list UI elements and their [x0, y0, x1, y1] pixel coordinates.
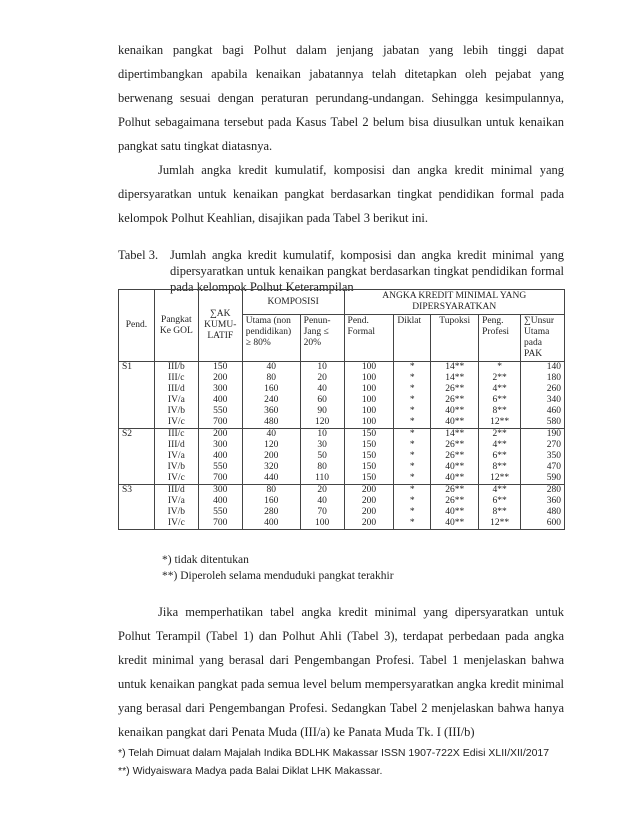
cell-diklat: * [394, 485, 431, 497]
cell-pend: S3 [119, 485, 155, 497]
cell-pend: S1 [119, 362, 155, 374]
table-caption-label: Tabel 3. [118, 248, 159, 262]
cell-pend [119, 395, 155, 406]
cell-tupoksi: 26** [431, 451, 479, 462]
cell-unsur: 460 [521, 406, 565, 417]
cell-diklat: * [394, 507, 431, 518]
cell-tupoksi: 14** [431, 373, 479, 384]
cell-formal: 100 [344, 384, 394, 395]
table-caption [118, 247, 564, 295]
cell-penunjang: 70 [300, 507, 344, 518]
cell-tupoksi: 14** [431, 362, 479, 374]
cell-penunjang: 30 [300, 440, 344, 451]
cell-unsur: 350 [521, 451, 565, 462]
cell-pend [119, 473, 155, 485]
table-row [119, 395, 565, 406]
cell-gol: III/d [154, 485, 198, 497]
cell-ak: 400 [198, 496, 242, 507]
cell-profesi: 2** [479, 373, 521, 384]
footnote-author: **) Widyaiswara Madya pada Balai Diklat LHK Makassar. [118, 765, 383, 777]
cell-tupoksi: 26** [431, 384, 479, 395]
table-row [119, 362, 565, 374]
cell-ak: 550 [198, 462, 242, 473]
header-pend-formal: Pend. Formal [344, 315, 394, 362]
cell-gol: IV/b [154, 507, 198, 518]
cell-tupoksi: 26** [431, 440, 479, 451]
cell-gol: IV/a [154, 395, 198, 406]
header-ak-kumulatif: ∑AK KUMU-LATIF [198, 290, 242, 362]
table-note-diperoleh: **) Diperoleh selama menduduki pangkat terakhir [162, 570, 394, 582]
cell-penunjang: 10 [300, 429, 344, 441]
cell-diklat: * [394, 462, 431, 473]
table-row [119, 440, 565, 451]
header-tupoksi: Tupoksi [431, 315, 479, 362]
cell-penunjang: 40 [300, 384, 344, 395]
cell-tupoksi: 26** [431, 485, 479, 497]
cell-profesi: 12** [479, 473, 521, 485]
cell-formal: 150 [344, 462, 394, 473]
header-pangkat: Pangkat Ke GOL [154, 290, 198, 362]
cell-formal: 150 [344, 429, 394, 441]
cell-formal: 100 [344, 362, 394, 374]
cell-pend [119, 462, 155, 473]
cell-formal: 150 [344, 473, 394, 485]
cell-penunjang: 90 [300, 406, 344, 417]
cell-penunjang: 110 [300, 473, 344, 485]
cell-diklat: * [394, 417, 431, 429]
cell-unsur: 590 [521, 473, 565, 485]
cell-pend [119, 507, 155, 518]
table-row [119, 496, 565, 507]
cell-tupoksi: 40** [431, 473, 479, 485]
cell-penunjang: 60 [300, 395, 344, 406]
cell-diklat: * [394, 440, 431, 451]
table-row [119, 417, 565, 429]
cell-diklat: * [394, 362, 431, 374]
table-row [119, 406, 565, 417]
table-row [119, 462, 565, 473]
cell-gol: IV/b [154, 462, 198, 473]
cell-unsur: 480 [521, 507, 565, 518]
cell-ak: 400 [198, 395, 242, 406]
cell-profesi: * [479, 362, 521, 374]
cell-utama: 40 [242, 429, 300, 441]
cell-pend [119, 406, 155, 417]
cell-gol: IV/b [154, 406, 198, 417]
cell-diklat: * [394, 395, 431, 406]
cell-pend [119, 417, 155, 429]
cell-gol: III/d [154, 384, 198, 395]
paragraph-tabel-3-intro: Jumlah angka kredit kumulatif, komposisi dan angka kredit minimal yang dipersyaratkan untuk kenaikan pangkat berdasarkan tingkat pendidikan formal pada kelompok Polhut Keahlian, disajikan pada Tabel 3 berikut ini. [118, 163, 564, 225]
cell-penunjang: 120 [300, 417, 344, 429]
cell-unsur: 340 [521, 395, 565, 406]
cell-pend [119, 384, 155, 395]
cell-utama: 40 [242, 362, 300, 374]
cell-pend [119, 518, 155, 530]
cell-diklat: * [394, 406, 431, 417]
cell-tupoksi: 26** [431, 395, 479, 406]
cell-utama: 160 [242, 496, 300, 507]
cell-ak: 300 [198, 485, 242, 497]
cell-utama: 360 [242, 406, 300, 417]
cell-formal: 200 [344, 496, 394, 507]
cell-tupoksi: 40** [431, 417, 479, 429]
cell-formal: 150 [344, 451, 394, 462]
cell-penunjang: 50 [300, 451, 344, 462]
cell-gol: IV/c [154, 417, 198, 429]
footnote-publication: *) Telah Dimuat dalam Majalah Indika BDLHK Makassar ISSN 1907-722X Edisi XLII/XII/2017 [118, 747, 550, 759]
cell-penunjang: 100 [300, 518, 344, 530]
cell-diklat: * [394, 384, 431, 395]
cell-penunjang: 80 [300, 462, 344, 473]
cell-utama: 240 [242, 395, 300, 406]
table-row [119, 451, 565, 462]
header-utama: Utama (non pendidikan) ≥ 80% [242, 315, 300, 362]
cell-penunjang: 40 [300, 496, 344, 507]
cell-formal: 100 [344, 417, 394, 429]
cell-gol: IV/c [154, 518, 198, 530]
cell-profesi: 8** [479, 462, 521, 473]
paragraph-comparison: Jika memperhatikan tabel angka kredit minimal yang dipersyaratkan untuk Polhut Terampil (Tabel 1) dan Polhut Ahli (Tabel 3), terdapat perbedaan pada angka kredit minimal yang berasal dari Pengembangan Profesi. Tabel 1 menjelaskan bahwa untuk kenaikan pangkat pada semua level belum mempersyaratkan angka kredit minimal yang berasal dari Pengembangan Profesi. Sedangkan Tabel 2 menjelaskan bahwa hanya kenaikan pangkat dari Penata Muda (III/a) ke Panata Muda Tk. I (III/b) [118, 605, 564, 739]
header-penunjang: Penun-Jang ≤ 20% [300, 315, 344, 362]
cell-utama: 440 [242, 473, 300, 485]
cell-ak: 700 [198, 518, 242, 530]
cell-tupoksi: 40** [431, 518, 479, 530]
cell-ak: 150 [198, 362, 242, 374]
cell-profesi: 4** [479, 384, 521, 395]
header-pend: Pend. [119, 290, 155, 362]
cell-pend [119, 440, 155, 451]
cell-pend [119, 496, 155, 507]
cell-formal: 200 [344, 485, 394, 497]
cell-pend: S2 [119, 429, 155, 441]
table-row [119, 485, 565, 497]
cell-tupoksi: 40** [431, 406, 479, 417]
cell-profesi: 6** [479, 496, 521, 507]
cell-profesi: 12** [479, 518, 521, 530]
angka-kredit-table [118, 289, 565, 530]
cell-tupoksi: 26** [431, 496, 479, 507]
cell-unsur: 280 [521, 485, 565, 497]
cell-gol: III/c [154, 373, 198, 384]
cell-profesi: 12** [479, 417, 521, 429]
table-row [119, 384, 565, 395]
cell-unsur: 600 [521, 518, 565, 530]
cell-diklat: * [394, 518, 431, 530]
table-row [119, 373, 565, 384]
cell-tupoksi: 40** [431, 462, 479, 473]
cell-gol: III/b [154, 362, 198, 374]
cell-ak: 300 [198, 384, 242, 395]
cell-formal: 200 [344, 518, 394, 530]
cell-utama: 280 [242, 507, 300, 518]
header-unsur-utama: ∑Unsur Utama pada PAK [521, 315, 565, 362]
cell-diklat: * [394, 429, 431, 441]
cell-unsur: 360 [521, 496, 565, 507]
cell-penunjang: 20 [300, 373, 344, 384]
cell-profesi: 4** [479, 485, 521, 497]
cell-diklat: * [394, 373, 431, 384]
cell-formal: 100 [344, 373, 394, 384]
cell-profesi: 6** [479, 451, 521, 462]
cell-penunjang: 10 [300, 362, 344, 374]
cell-formal: 200 [344, 507, 394, 518]
cell-gol: IV/c [154, 473, 198, 485]
cell-utama: 200 [242, 451, 300, 462]
cell-ak: 550 [198, 507, 242, 518]
cell-profesi: 6** [479, 395, 521, 406]
table-caption-text: Jumlah angka kredit kumulatif, komposisi dan angka kredit minimal yang dipersyaratkan untuk kenaikan pangkat berdasarkan tingkat pendidikan formal pada kelompok Polhut Keterampilan [170, 248, 564, 294]
cell-ak: 300 [198, 440, 242, 451]
cell-utama: 120 [242, 440, 300, 451]
table-row [119, 518, 565, 530]
cell-utama: 80 [242, 373, 300, 384]
cell-penunjang: 20 [300, 485, 344, 497]
cell-tupoksi: 14** [431, 429, 479, 441]
cell-diklat: * [394, 496, 431, 507]
cell-unsur: 260 [521, 384, 565, 395]
cell-ak: 550 [198, 406, 242, 417]
cell-unsur: 190 [521, 429, 565, 441]
cell-utama: 320 [242, 462, 300, 473]
cell-gol: IV/a [154, 496, 198, 507]
table-row [119, 507, 565, 518]
cell-formal: 100 [344, 406, 394, 417]
cell-profesi: 8** [479, 507, 521, 518]
cell-profesi: 8** [479, 406, 521, 417]
cell-gol: III/d [154, 440, 198, 451]
cell-utama: 80 [242, 485, 300, 497]
cell-pend [119, 373, 155, 384]
cell-formal: 100 [344, 395, 394, 406]
table-row [119, 429, 565, 441]
cell-ak: 200 [198, 429, 242, 441]
cell-gol: IV/a [154, 451, 198, 462]
cell-diklat: * [394, 451, 431, 462]
header-peng-profesi: Peng. Profesi [479, 315, 521, 362]
cell-pend [119, 451, 155, 462]
cell-unsur: 140 [521, 362, 565, 374]
header-komposisi: KOMPOSISI [242, 290, 344, 315]
paragraph-intro: kenaikan pangkat bagi Polhut dalam jenjang jabatan yang lebih tinggi dapat dipertimbangkan apabila kenaikan jabatannya telah ditetapkan oleh pejabat yang berwenang sesuai dengan peraturan perundang-undangan. Sehingga kesimpulannya, Polhut sebagaimana tersebut pada Kasus Tabel 2 belum bisa diusulkan untuk kenaikan pangkat satu tingkat diatasnya. [118, 43, 564, 153]
cell-unsur: 270 [521, 440, 565, 451]
table-row [119, 473, 565, 485]
cell-unsur: 180 [521, 373, 565, 384]
cell-profesi: 2** [479, 429, 521, 441]
cell-ak: 700 [198, 473, 242, 485]
cell-formal: 150 [344, 440, 394, 451]
cell-ak: 700 [198, 417, 242, 429]
cell-diklat: * [394, 473, 431, 485]
table-note-tidak-ditentukan: *) tidak ditentukan [162, 554, 249, 566]
header-angka-kredit-minimal: ANGKA KREDIT MINIMAL YANG DIPERSYARATKAN [344, 290, 564, 315]
cell-gol: III/c [154, 429, 198, 441]
cell-utama: 480 [242, 417, 300, 429]
cell-ak: 400 [198, 451, 242, 462]
cell-ak: 200 [198, 373, 242, 384]
cell-profesi: 4** [479, 440, 521, 451]
cell-unsur: 580 [521, 417, 565, 429]
cell-utama: 160 [242, 384, 300, 395]
cell-unsur: 470 [521, 462, 565, 473]
header-diklat: Diklat [394, 315, 431, 362]
cell-utama: 400 [242, 518, 300, 530]
cell-tupoksi: 40** [431, 507, 479, 518]
